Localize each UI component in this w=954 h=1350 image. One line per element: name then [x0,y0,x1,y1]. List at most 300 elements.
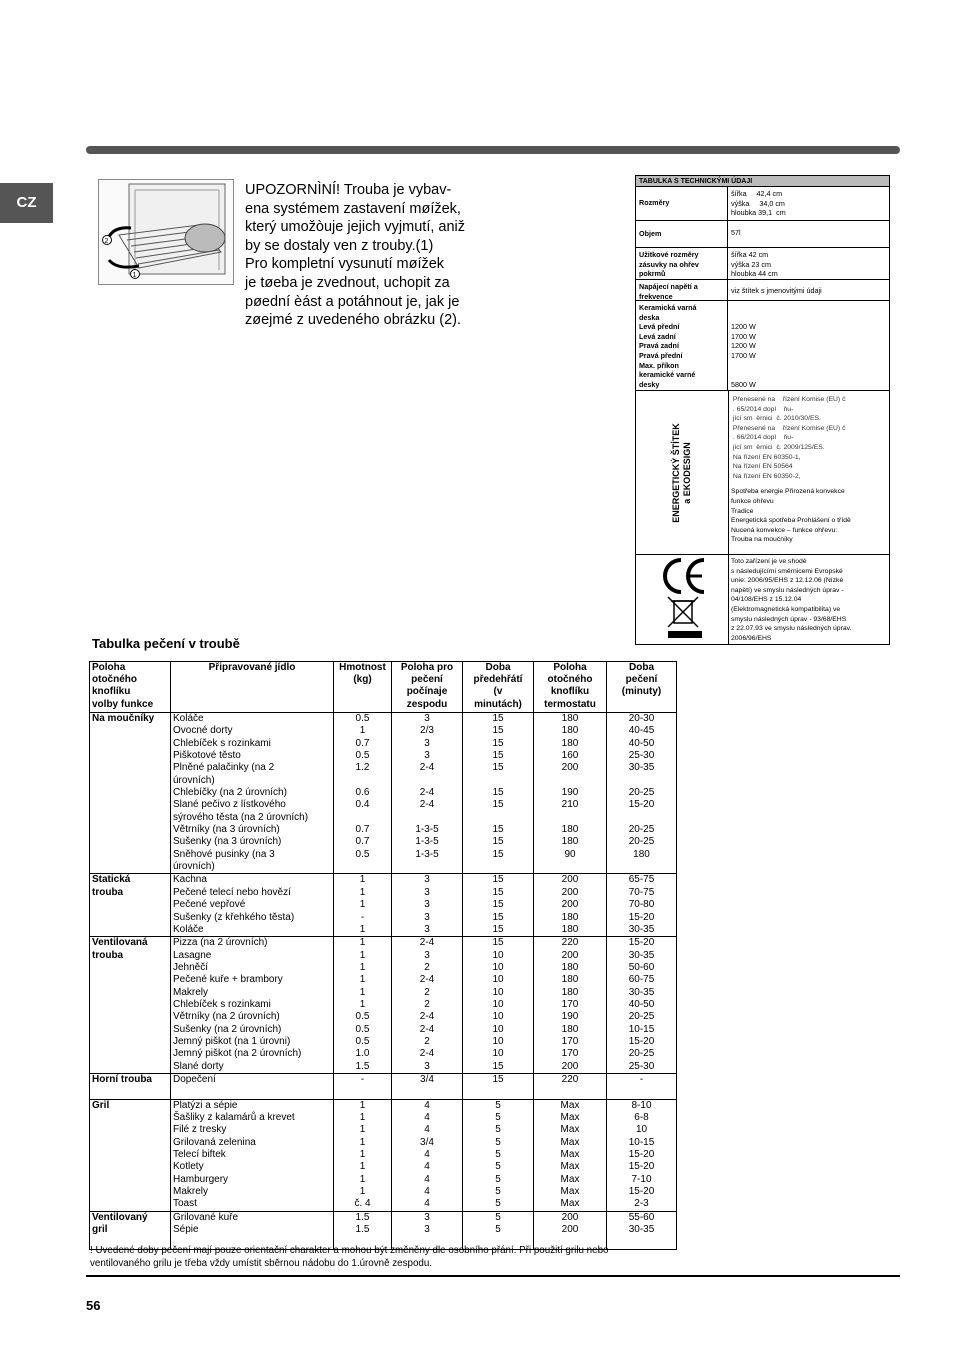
weight-line: 0.5 [355,1011,370,1023]
thermo-line: 190 [561,787,579,799]
energy-label-line: ENERGETICKÝ ŠTÍTEK [671,423,681,523]
tech-label-line: Užitkové rozměry [639,250,699,259]
baking-footnote [90,1244,676,1270]
page-number: 56 [86,1298,101,1313]
time-line: 2-3 [634,1198,649,1210]
weee-bin-icon [668,597,702,638]
level-line: 3 [424,713,430,724]
cell-time [607,713,677,874]
bottom-divider [86,1275,900,1277]
preheat-line: 15 [492,923,504,935]
weight-line: 0.5 [355,1023,370,1035]
cell-thermo [534,713,607,874]
thermo-line: Max [560,1198,580,1210]
tech-value-line: šířka 42 cm [731,250,769,259]
thermo-line: 180 [561,911,579,923]
food-line: Grilované kuře [173,1211,239,1223]
cell-thermo [534,937,607,1074]
food-line: Slané dorty [173,1060,224,1072]
tech-label-line: Pravá přední [639,350,683,360]
food-line: Sépie [173,1224,199,1236]
technical-data-table [635,175,890,645]
level-line: 2 [424,961,430,973]
weight-line: 0.6 [355,787,370,799]
food-line: Pizza (na 2 úrovních) [173,937,268,949]
rack-illustration [98,179,234,285]
preheat-line: 15 [492,937,504,949]
cell-preheat [463,1073,534,1099]
time-line: 20-25 [628,1048,655,1060]
level-line: 2/3 [420,725,434,737]
category-line: Horní trouba [92,1073,152,1085]
thermo-line: Max [560,1099,580,1111]
level-line: 3 [424,1224,430,1236]
thermo-line: 180 [561,725,579,737]
preheat-line: 10 [492,998,504,1010]
thermo-line: 180 [561,974,579,986]
level-line: 2-4 [419,799,435,811]
time-line: 15-20 [628,1149,655,1161]
energy-label-cell [636,391,729,554]
column-header-line: knoflíku [550,686,590,698]
weight-line: 1 [359,1173,366,1185]
energy-line: jící sm ěrnici č. 2010/30/ES. [731,415,821,423]
category-line: trouba [92,949,124,961]
weight-line: 1 [359,1099,366,1111]
energy-line: Přenesené na řízení Komise (EU) č [731,396,846,403]
ce-line: 04/108/EHS z 15.12.04 [731,596,802,604]
cell-level [392,713,463,874]
food-line: Koláče [173,923,204,935]
energy-vertical-label [671,423,693,523]
tech-table-header: TABULKA S TECHNICKÝMI ÚDAJI [636,176,889,187]
level-line: 4 [424,1149,430,1161]
weight-line: 1 [359,974,366,986]
thermo-line: Max [560,1136,580,1148]
time-line: 15-20 [628,1161,655,1173]
thermo-line: 180 [561,824,579,836]
level-line: 1-3-5 [415,836,439,848]
tech-value-line: 1200 W [731,341,756,351]
baking-table [89,661,677,1250]
thermo-line [536,861,604,873]
preheat-line: 15 [492,762,504,774]
preheat-line [465,775,531,787]
time-line: 40-45 [628,725,655,737]
food-line: Sušenky (na 2 úrovních) [173,1023,282,1035]
column-header-line: počínaje [406,686,448,698]
weight-line [336,861,389,873]
weight-line: 1.0 [355,1048,370,1060]
food-line: Platýzi a sépie [173,1099,238,1111]
food-line: úrovních) [173,774,215,786]
time-line: 15-20 [628,1035,655,1047]
preheat-line: 15 [492,725,504,737]
level-line: 3 [424,886,430,898]
energy-line: . 66/2014 dopl ňu- [731,434,794,442]
warning-line: by se dostaly ven z trouby.(1) [245,237,434,254]
column-header-line: (kg) [353,674,372,686]
thermo-line [536,812,604,824]
column-header [90,662,171,713]
weight-line: 0.7 [355,824,370,836]
warning-line: který umožòuje jejich vyjmutí, aniž [245,219,465,236]
preheat-line: 10 [492,1035,504,1047]
level-line: 3 [424,737,430,749]
food-line: Sněhové pusinky (na 3 [173,848,275,860]
tech-value [728,248,889,281]
time-line: 30-35 [628,762,655,774]
level-line: 4 [424,1124,430,1136]
time-line: 6-8 [634,1112,649,1123]
cell-weight [334,713,392,874]
level-line: 2-4 [419,1011,435,1023]
column-header-line: Hmotnost [339,662,386,673]
level-line: 4 [424,1186,430,1198]
warning-line: UPOZORNÌNÍ! Trouba je vybav- [245,182,452,198]
weight-line: 1 [359,986,366,998]
time-line [609,861,674,873]
ce-line: s následujícími směrnicemi Evropské [731,567,843,575]
weight-line: 0.5 [355,848,370,860]
cell-category [90,1099,171,1211]
weight-line [336,1086,389,1098]
time-line: 30-35 [628,986,655,998]
baking-group-row [90,937,677,1074]
tech-value-line: výška 34,0 cm [731,198,785,208]
tech-label-line: frekvence [639,291,673,301]
food-line: Chlebíčky (na 2 úrovních) [173,787,287,799]
level-line: 4 [424,1173,430,1185]
food-line: Piškotové těsto [173,750,241,762]
cell-food [171,713,334,874]
time-line: 10 [635,1124,648,1136]
ce-text [728,555,889,645]
category-line: Statická [92,874,131,886]
food-line: Chlebíček s rozinkami [173,998,271,1010]
weight-line [336,775,389,787]
energy-line: Přenesené na řízení Komise (EU) č [731,424,846,432]
thermo-line: 200 [561,762,579,774]
baking-group-row [90,713,677,874]
preheat-line: 15 [492,713,504,724]
column-header-line: předehřátí [473,674,523,686]
category-line: Ventilovaná [92,937,148,949]
time-line: 10-15 [628,1136,655,1148]
warning-line: je tøeba je zvednout, uchopit za [245,274,450,291]
cell-level [392,874,463,937]
time-line: 20-25 [628,836,655,848]
weight-line: 1 [359,725,366,737]
tech-value-line: 1200 W [731,322,756,332]
language-tab: CZ [0,183,53,223]
category-line: Gril [92,1099,110,1111]
time-line: 7-10 [631,1173,652,1185]
footnote-line: ! Uvedené doby pečení mají pouze orientační charakter a mohou být změněny dle osobního přání. Při použití grilu nebo [90,1245,609,1256]
column-header [463,662,534,713]
thermo-line: 90 [564,848,576,860]
time-line: 15-20 [628,911,655,923]
level-line: 3 [424,923,430,935]
preheat-line: 15 [492,911,504,923]
food-line: Jemný piškot (na 2 úrovních) [173,1048,302,1060]
preheat-line: 15 [492,848,504,860]
top-divider-bar [86,146,900,154]
column-header-line: knoflíku [92,686,131,698]
tech-label-line: Pravá zadní [639,341,679,351]
preheat-line: 5 [495,1198,501,1210]
tech-value-line: šířka 42,4 cm [731,189,783,198]
weight-line: 1 [359,899,366,911]
cell-level [392,1073,463,1099]
category-line: Ventilovaný [92,1211,148,1223]
level-line: 3/4 [420,1136,434,1148]
tech-value-line: 1700 W [731,331,756,341]
column-header-line: zespodu [406,698,448,710]
level-line [394,775,460,787]
weight-line: 0.5 [355,750,370,762]
category-line: gril [92,1224,108,1236]
thermo-line: Max [560,1124,580,1136]
cell-weight [334,1073,392,1099]
time-line [609,775,674,787]
time-line: 15-20 [628,1186,655,1198]
tech-row-volume [636,221,889,248]
weight-line: 1 [359,874,366,886]
time-line: 20-25 [628,824,655,836]
food-line: Hamburgery [173,1173,229,1185]
level-line: 4 [424,1112,430,1123]
weight-line: č. 4 [354,1198,371,1210]
level-line: 2-4 [419,787,435,799]
tech-label [636,248,728,279]
thermo-line [536,1086,604,1098]
level-line: 3 [424,1060,430,1072]
food-line: úrovních) [173,861,215,873]
time-line: 60-75 [628,974,655,986]
cell-thermo [534,1073,607,1099]
tech-label-line: Keramická varná [639,303,697,312]
food-line: Koláče [173,713,204,724]
weight-line [336,812,389,824]
preheat-line: 5 [495,1186,501,1198]
food-line: Jehněčí [173,961,209,973]
food-line: Lasagne [173,949,212,961]
level-line: 4 [424,1198,430,1210]
cell-time [607,874,677,937]
time-line: 30-35 [628,923,655,935]
column-header-line: minutách) [474,698,522,710]
time-line: 20-25 [628,787,655,799]
baking-group-row [90,1073,677,1099]
preheat-line: 15 [492,750,504,762]
preheat-line [465,861,531,873]
baking-table-header-row [90,662,677,713]
time-line: 25-30 [628,1060,655,1072]
thermo-line: 180 [561,737,579,749]
warning-line: pøední èást a potáhnout je, jak je [245,293,460,310]
tech-label-line: Levá zadní [639,331,676,341]
food-line: Slané pečivo z lístkového [173,799,286,811]
energy-line: Tradice [731,507,754,515]
food-line: Makrely [173,1186,209,1198]
weight-line: 1.5 [355,1211,370,1223]
thermo-line: 180 [561,836,579,848]
ce-line: smyslu následných úprav - 93/68/EHS [731,615,847,623]
thermo-line: 200 [561,1060,579,1072]
weight-line: 1 [359,1186,366,1198]
ce-line: z 22.07.93 ve smyslu následných úprav. [731,625,852,633]
weight-line: - [360,1073,365,1085]
tech-label-line: deska [639,312,660,322]
energy-line: Energetická spotřeba Prohlášení o třídě [731,517,851,525]
preheat-line: 5 [495,1136,501,1148]
thermo-line: 190 [561,1011,579,1023]
food-line: Telecí biftek [173,1149,226,1161]
weight-line: 0.5 [355,1035,370,1047]
time-line [609,812,674,824]
baking-table-title: Tabulka pečení v troubě [92,636,240,651]
thermo-line [536,775,604,787]
tech-row-dimensions [636,187,889,221]
tech-row-ce [636,555,889,645]
illus-label-1: 1 [132,272,137,279]
column-header [334,662,392,713]
preheat-line [465,812,531,824]
cell-thermo [534,1099,607,1211]
food-line: Filé z tresky [173,1124,227,1136]
tech-label [636,280,728,300]
cell-category [90,874,171,937]
tech-label: Objem [636,221,728,247]
level-line: 3 [424,874,430,886]
tech-value-line [731,313,886,323]
category-line: Na moučníky [92,713,155,724]
tech-label [636,301,728,390]
thermo-line: 200 [561,886,579,898]
ce-line: (Elektromagnetická kompatibilita) ve [731,605,841,613]
level-line: 2 [424,1035,430,1047]
weight-line: 1.5 [355,1224,370,1236]
food-line: Větrníky (na 2 úrovních) [173,1011,280,1023]
tech-value: 57l [731,228,741,237]
tech-label-line: Max. příkon [639,360,679,370]
weight-line: 1 [359,937,366,949]
column-header [607,662,677,713]
level-line: 2-4 [419,1023,435,1035]
time-line: 10-15 [628,1023,655,1035]
weight-line: 1 [359,1161,366,1173]
thermo-line: Max [560,1173,580,1185]
food-line: Grilovaná zelenina [173,1136,256,1148]
cell-time [607,1099,677,1211]
thermo-line: Max [560,1186,580,1198]
baking-group-row [90,874,677,937]
ce-line: napětí) ve smyslu následných úprav - [731,586,844,594]
thermo-line: 210 [561,799,579,811]
cell-category [90,937,171,1074]
tech-value-line [731,370,886,380]
tech-value-line [731,361,886,371]
column-header-line: (v [493,686,503,698]
food-line: Větrníky (na 3 úrovních) [173,824,280,836]
food-line: Pečené vepřové [173,899,246,911]
time-line: 8-10 [631,1099,652,1111]
tech-value-line: hloubka 39,1 cm [731,208,786,218]
level-line: 3 [424,1211,430,1223]
weight-line: 1 [359,1112,366,1123]
column-header-line: Doba [485,662,511,673]
tech-row-hob [636,301,889,391]
column-header-line: pečení [625,674,658,686]
preheat-line: 10 [492,986,504,998]
cell-food [171,1099,334,1211]
cell-food [171,1073,334,1099]
time-line: 55-60 [628,1211,655,1223]
column-header-line: Poloha [92,662,126,673]
preheat-line: 5 [495,1149,501,1161]
preheat-line: 10 [492,1023,504,1035]
weight-line: 1 [359,1149,366,1161]
column-header-line: Připravované jídlo [208,662,296,673]
weight-line: 0.7 [355,737,370,749]
weight-line: 1 [359,923,366,935]
food-line: Dopečení [173,1073,216,1085]
cell-preheat [463,937,534,1074]
weight-line: 1.2 [355,762,370,774]
column-header-line: otočného [547,674,593,686]
level-line: 4 [424,1161,430,1173]
thermo-line: 200 [561,1211,579,1223]
level-line: 1-3-5 [415,848,439,860]
time-line: 15-20 [628,937,655,949]
cell-preheat [463,713,534,874]
tech-label: Rozměry [636,187,728,220]
cell-weight [334,937,392,1074]
tech-row-useful [636,248,889,280]
weight-line: 1 [359,949,366,961]
food-line: Sušenky (na 3 úrovních) [173,836,282,848]
time-line: 70-75 [628,886,655,898]
warning-line: zøejmé z uvedeného obrázku (2). [245,312,461,329]
time-line: 70-80 [628,899,655,911]
food-line: Pečené kuře + brambory [173,974,283,986]
cell-category [90,1073,171,1099]
tech-label-line: Napájecí napětí a [639,282,698,291]
cell-level [392,1099,463,1211]
ce-symbols-cell [636,555,729,645]
preheat-line: 15 [492,836,504,848]
column-header [171,662,334,713]
thermo-line: 180 [561,923,579,935]
column-header-line: termostatu [544,698,596,710]
energy-line: Nucená konvekce – funkce ohřevu: [731,526,838,534]
level-line: 3/4 [420,1073,434,1085]
level-line: 3 [424,949,430,961]
level-line: 2-4 [419,937,435,949]
food-line: Ovocné dorty [173,725,233,737]
preheat-line: 15 [492,799,504,811]
thermo-line: Max [560,1149,580,1161]
cell-weight [334,1099,392,1211]
column-header [392,662,463,713]
footnote-line: ventilovaného grilu je třeba vždy umístit sběrnou nádobu do 1.úrovně zespodu. [90,1258,433,1269]
energy-line: funkce ohřevu [731,497,774,505]
cell-preheat [463,1099,534,1211]
level-line: 2-4 [419,974,435,986]
tech-value-line: výška 23 cm [731,259,771,269]
energy-line: jící sm ěrnici č. 2009/125/ES. [731,443,825,451]
